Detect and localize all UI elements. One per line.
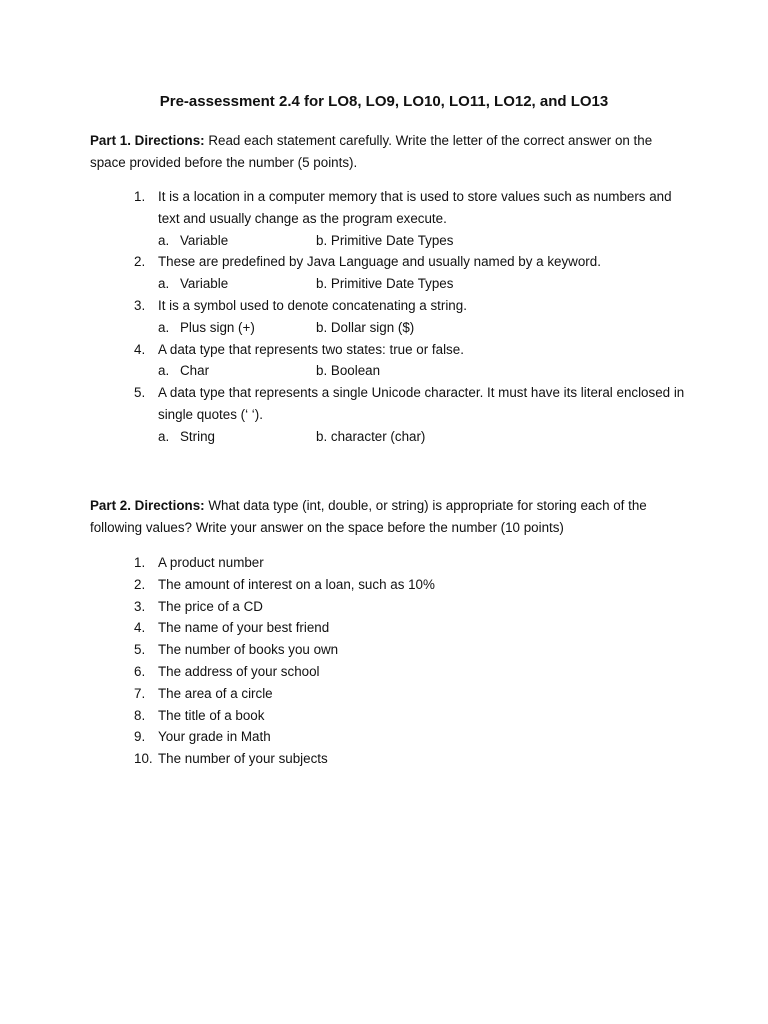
- part1-question-list: [134, 186, 694, 448]
- part1-question: [134, 186, 694, 251]
- part2-item-list: [134, 552, 694, 770]
- choice-b: b. Dollar sign ($): [316, 319, 415, 335]
- question-text: A data type that represents two states: true or false.: [158, 341, 464, 357]
- choice-a: a. Variable: [158, 276, 229, 292]
- answer-choices: [134, 317, 694, 339]
- part2-item: [134, 617, 694, 639]
- part2-item: [134, 574, 694, 596]
- part1-directions-text: Read each statement carefully. Write the letter of the correct answer on the space provided before the number (5 points).: [90, 133, 653, 170]
- part2-item: [134, 748, 694, 770]
- part2-item: [134, 726, 694, 748]
- item-number: 9.: [134, 729, 146, 745]
- item-number: 7.: [134, 685, 146, 701]
- item-text: The area of a circle: [158, 685, 273, 701]
- item-number: 8.: [134, 707, 146, 723]
- item-text: A product number: [158, 555, 264, 570]
- choice-a: a. Char: [158, 363, 210, 379]
- question-number: 5.: [134, 385, 146, 401]
- question-number: 4.: [134, 341, 146, 357]
- answer-choices: [134, 230, 694, 252]
- part1-question: [134, 382, 694, 447]
- item-number: 10.: [134, 751, 153, 767]
- item-number: 3.: [134, 598, 146, 614]
- choice-b: b. Primitive Date Types: [316, 232, 454, 248]
- question-text: These are predefined by Java Language and usually named by a keyword.: [158, 254, 601, 270]
- question-number: 2.: [134, 254, 146, 270]
- part1-question: [134, 339, 694, 383]
- question-text: It is a symbol used to denote concatenating a string.: [158, 297, 467, 313]
- part1-question: [134, 295, 694, 339]
- question-text: A data type that represents a single Unicode character. It must have its literal enclosed in single quotes (‘ ‘).: [158, 385, 685, 422]
- item-text: The title of a book: [158, 707, 265, 723]
- part2-lead: Part 2. Directions:: [90, 498, 205, 513]
- item-text: The amount of interest on a loan, such as 10%: [158, 576, 435, 592]
- choice-b: b. character (char): [316, 428, 426, 444]
- item-text: The number of your subjects: [158, 751, 328, 767]
- choice-a: a. Variable: [158, 232, 229, 248]
- item-number: 2.: [134, 576, 146, 592]
- choice-a: a. Plus sign (+): [158, 319, 255, 335]
- part2-directions-text: What data type (int, double, or string) is appropriate for storing each of the following values? Write your answer on the space before the number (10 points): [90, 498, 647, 535]
- question-number: 3.: [134, 297, 146, 313]
- item-text: Your grade in Math: [158, 729, 271, 745]
- choice-a: a. String: [158, 428, 215, 444]
- choice-b: b. Boolean: [316, 363, 381, 379]
- item-text: The number of books you own: [158, 642, 339, 658]
- question-text: It is a location in a computer memory that is used to store values such as numbers and text and usually change as the program execute.: [158, 189, 672, 226]
- part2-item: [134, 683, 694, 705]
- item-number: 4.: [134, 620, 146, 636]
- item-number: 1.: [134, 555, 146, 570]
- item-number: 5.: [134, 642, 146, 658]
- choice-b: b. Primitive Date Types: [316, 276, 454, 292]
- item-number: 6.: [134, 663, 146, 679]
- part2-directions: [90, 495, 680, 539]
- part2-item: [134, 705, 694, 727]
- item-text: The name of your best friend: [158, 620, 330, 636]
- part1-question: [134, 251, 694, 295]
- answer-choices: [134, 426, 694, 448]
- part2-item: [134, 596, 694, 618]
- part2-item: [134, 552, 694, 574]
- part2-item: [134, 639, 694, 661]
- part1-lead: Part 1. Directions:: [90, 133, 205, 148]
- item-text: The address of your school: [158, 663, 320, 679]
- part2-item: [134, 661, 694, 683]
- answer-choices: [134, 360, 694, 382]
- page-title: Pre-assessment 2.4 for LO8, LO9, LO10, LO11, LO12, and LO13: [159, 93, 609, 110]
- part1-directions: [90, 130, 680, 174]
- question-number: 1.: [134, 189, 146, 204]
- item-text: The price of a CD: [158, 598, 263, 614]
- answer-choices: [134, 273, 694, 295]
